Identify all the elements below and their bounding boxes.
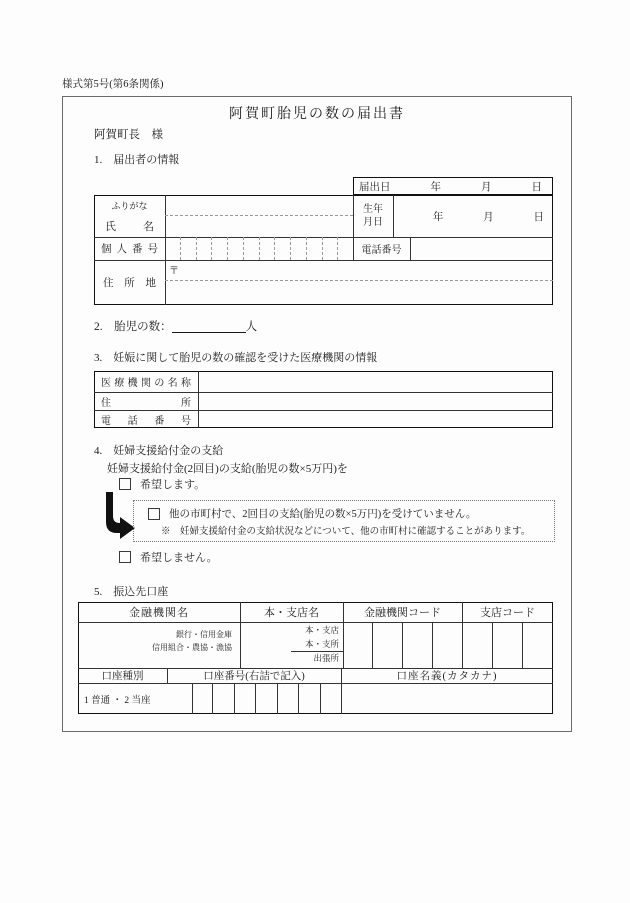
birth-year-label: 年 xyxy=(432,211,444,223)
birth-date-label: 生年 月日 xyxy=(363,204,383,228)
birth-month-label: 月 xyxy=(483,211,494,223)
account-type-header: 口座種別 xyxy=(101,671,144,682)
section4-subheading: 妊婦支援給付金(2回目)の支給(胎児の数×5万円)を xyxy=(107,463,348,475)
account-number-header: 口座番号(右詰で記入) xyxy=(203,671,305,682)
digit-cell[interactable] xyxy=(320,683,341,714)
institution-field[interactable] xyxy=(78,628,232,654)
digit-cell[interactable] xyxy=(234,683,255,714)
report-date-label: 届出日 xyxy=(359,181,391,193)
option-no-label: 希望しません。 xyxy=(140,552,218,564)
digit-cell[interactable] xyxy=(212,683,233,714)
section5-heading: 5. 振込先口座 xyxy=(94,586,169,598)
report-date-day-label: 日 xyxy=(531,181,542,193)
digit-cell[interactable] xyxy=(337,237,353,260)
digit-cell[interactable] xyxy=(243,237,259,260)
branch-code-header: 支店コード xyxy=(480,607,535,619)
elbow-arrow-icon xyxy=(102,492,136,540)
digit-cell[interactable] xyxy=(462,622,492,668)
digit-cell[interactable] xyxy=(259,237,275,260)
section3-heading: 3. 妊娠に関して胎児の数の確認を受けた医療機関の情報 xyxy=(94,352,378,364)
page-title: 阿賀町胎児の数の届出書 xyxy=(229,107,405,122)
digit-cell[interactable] xyxy=(298,683,319,714)
institution-type-line1: 銀行・信用金庫 xyxy=(176,630,232,639)
branch-type-line2: 本・支所 xyxy=(304,639,339,649)
address-field[interactable] xyxy=(165,260,553,305)
institution-type-line2: 信用組合・農協・漁協 xyxy=(152,643,232,652)
medical-name-label: 医 療 機 関 の 名 称 xyxy=(101,378,191,389)
option-yes-label: 希望します。 xyxy=(140,479,206,491)
medical-name-field[interactable] xyxy=(198,371,553,392)
account-name-header: 口座名義(カタカナ) xyxy=(396,671,498,682)
digit-cell[interactable] xyxy=(306,237,322,260)
medical-phone-label: 電 話 番 号 xyxy=(101,415,191,427)
branch-type-line1: 本・支店 xyxy=(304,625,339,635)
option-no-row xyxy=(119,550,218,564)
personal-number-cells xyxy=(165,237,353,260)
phone-label: 電話番号 xyxy=(361,245,402,256)
name-field[interactable] xyxy=(165,215,353,237)
furigana-field[interactable] xyxy=(165,195,353,215)
institution-code-header: 金融機関コード xyxy=(364,607,441,619)
report-date-month-label: 月 xyxy=(481,181,492,193)
confirmation-statement: 他の市町村で、2回目の支給(胎児の数×5万円)を受けていません。 xyxy=(169,509,477,520)
checkbox-hope-yes[interactable] xyxy=(119,478,131,490)
medical-address-field[interactable] xyxy=(198,392,553,410)
digit-cell[interactable] xyxy=(211,237,227,260)
fetus-count-unit: 人 xyxy=(245,321,258,333)
birth-date-field[interactable] xyxy=(393,195,553,237)
digit-cell[interactable] xyxy=(290,237,306,260)
personal-number-label: 個 人 番 号 xyxy=(101,244,158,255)
digit-cell[interactable] xyxy=(274,237,290,260)
address-label: 住 所 地 xyxy=(103,278,156,289)
digit-cell[interactable] xyxy=(227,237,243,260)
branch-header: 本・支店名 xyxy=(264,607,319,619)
digit-cell[interactable] xyxy=(192,683,212,714)
option-yes-row xyxy=(119,477,205,491)
branch-code-cells xyxy=(462,622,553,668)
confirmation-row xyxy=(134,501,554,521)
digit-cell[interactable] xyxy=(165,237,180,260)
digit-cell[interactable] xyxy=(343,622,372,668)
institution-header: 金融機関名 xyxy=(129,607,189,619)
name-label: 氏 名 xyxy=(105,221,154,233)
digit-cell[interactable] xyxy=(492,622,523,668)
report-date-box[interactable] xyxy=(353,177,553,195)
medical-address-label: 住 所 xyxy=(101,397,191,409)
section1-heading: 1. 届出者の情報 xyxy=(94,154,180,166)
digit-cell[interactable] xyxy=(196,237,212,260)
divider xyxy=(291,651,343,652)
postal-mark: 〒 xyxy=(169,266,179,277)
digit-cell[interactable] xyxy=(432,622,462,668)
section2-row xyxy=(94,318,257,334)
confirmation-note: ※ 妊婦支援給付金の支給状況などについて、他の市町村に確認することがあります。 xyxy=(161,527,531,537)
fetus-count-label: 2. 胎児の数： xyxy=(94,321,172,333)
addressee: 阿賀町長 様 xyxy=(94,129,163,141)
form-number: 様式第5号(第6条関係) xyxy=(62,79,164,90)
checkbox-hope-no[interactable] xyxy=(119,551,131,563)
digit-cell[interactable] xyxy=(255,683,276,714)
institution-code-cells xyxy=(343,622,462,668)
phone-field[interactable] xyxy=(410,237,553,260)
digit-cell[interactable] xyxy=(372,622,402,668)
checkbox-no-other-payment[interactable] xyxy=(148,508,160,520)
branch-type-line3: 出張所 xyxy=(313,653,339,663)
section4-heading: 4. 妊婦支援給付金の支給 xyxy=(94,445,224,457)
digit-cell[interactable] xyxy=(522,622,553,668)
birth-day-label: 日 xyxy=(533,211,544,223)
digit-cell[interactable] xyxy=(322,237,338,260)
account-number-cells xyxy=(192,683,341,714)
digit-cell[interactable] xyxy=(402,622,432,668)
medical-phone-field[interactable] xyxy=(198,410,553,428)
fetus-count-field[interactable] xyxy=(172,319,246,333)
digit-cell[interactable] xyxy=(180,237,196,260)
branch-field[interactable] xyxy=(240,623,339,665)
account-type-field[interactable]: 1 普通 ・ 2 当座 xyxy=(84,695,151,706)
confirmation-box xyxy=(133,500,555,542)
account-name-field[interactable] xyxy=(341,683,553,714)
report-date-year-label: 年 xyxy=(430,181,441,193)
furigana-label: ふりがな xyxy=(111,200,148,211)
digit-cell[interactable] xyxy=(277,683,298,714)
